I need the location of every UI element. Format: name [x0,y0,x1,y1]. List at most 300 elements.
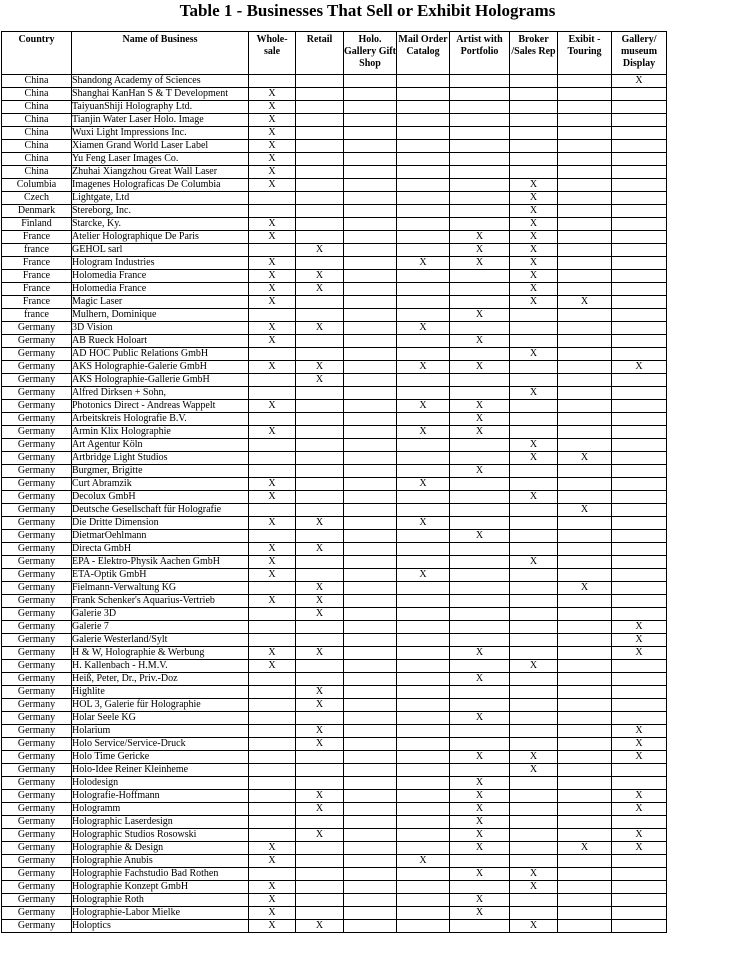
broker-mark-cell: X [510,218,558,231]
retail-mark-cell: X [296,270,344,283]
business-name-cell: Holographic Studios Rosowski [72,829,249,842]
gallery-mark-cell: X [612,738,667,751]
broker-mark-cell [510,634,558,647]
country-cell: China [2,140,72,153]
artist-mark-cell [450,608,510,621]
retail-mark-cell [296,751,344,764]
artist-mark-cell [450,764,510,777]
country-cell: Columbia [2,179,72,192]
retail-mark-cell: X [296,686,344,699]
retail-mark-cell [296,205,344,218]
gift-mark-cell [344,361,397,374]
gift-mark-cell [344,842,397,855]
artist-mark-cell: X [450,894,510,907]
business-name-cell: Xiamen Grand World Laser Label [72,140,249,153]
business-name-cell: Hologramm [72,803,249,816]
artist-mark-cell [450,387,510,400]
gift-mark-cell [344,465,397,478]
gift-mark-cell [344,660,397,673]
wholesale-mark-cell [249,439,296,452]
gallery-mark-cell [612,465,667,478]
mail-mark-cell [397,712,450,725]
wholesale-mark-cell [249,712,296,725]
gallery-mark-cell [612,452,667,465]
exhibit-mark-cell [558,114,612,127]
artist-mark-cell [450,569,510,582]
artist-mark-cell [450,725,510,738]
wholesale-mark-cell [249,634,296,647]
artist-mark-cell [450,660,510,673]
artist-mark-cell [450,75,510,88]
business-name-cell: Holografie-Hoffmann [72,790,249,803]
gallery-mark-cell [612,894,667,907]
gift-mark-cell [344,920,397,933]
gallery-mark-cell [612,140,667,153]
mail-mark-cell [397,309,450,322]
mail-mark-cell [397,699,450,712]
wholesale-mark-cell: X [249,296,296,309]
exhibit-mark-cell [558,140,612,153]
broker-mark-cell: X [510,556,558,569]
retail-mark-cell: X [296,374,344,387]
artist-mark-cell [450,283,510,296]
mail-mark-cell [397,842,450,855]
country-cell: Germany [2,634,72,647]
gift-mark-cell [344,647,397,660]
gallery-mark-cell [612,101,667,114]
artist-mark-cell [450,595,510,608]
business-name-cell: Wuxi Light Impressions Inc. [72,127,249,140]
mail-mark-cell [397,348,450,361]
exhibit-mark-cell [558,543,612,556]
mail-mark-cell [397,777,450,790]
business-name-cell: Galerie 3D [72,608,249,621]
wholesale-mark-cell: X [249,166,296,179]
gallery-mark-cell [612,504,667,517]
business-name-cell: Frank Schenker's Aquarius-Vertrieb [72,595,249,608]
artist-mark-cell [450,218,510,231]
artist-mark-cell [450,504,510,517]
retail-mark-cell [296,660,344,673]
gift-mark-cell [344,179,397,192]
country-cell: France [2,270,72,283]
exhibit-mark-cell [558,556,612,569]
country-cell: Germany [2,452,72,465]
table-row [2,764,667,777]
gift-mark-cell [344,309,397,322]
gallery-mark-cell [612,374,667,387]
broker-mark-cell: X [510,270,558,283]
artist-mark-cell: X [450,803,510,816]
mail-mark-cell [397,335,450,348]
mail-mark-cell [397,88,450,101]
country-cell: Germany [2,543,72,556]
table-row [2,127,667,140]
mail-mark-cell [397,270,450,283]
table-body [2,75,667,933]
table-row [2,387,667,400]
broker-mark-cell: X [510,348,558,361]
business-name-cell: EPA - Elektro-Physik Aachen GmbH [72,556,249,569]
table-row [2,270,667,283]
business-name-cell: Photonics Direct - Andreas Wappelt [72,400,249,413]
mail-mark-cell [397,634,450,647]
mail-mark-cell [397,790,450,803]
exhibit-mark-cell: X [558,582,612,595]
table-row [2,153,667,166]
gift-mark-cell [344,491,397,504]
business-name-cell: Holographic Laserdesign [72,816,249,829]
exhibit-mark-cell [558,751,612,764]
broker-mark-cell: X [510,920,558,933]
country-cell: Germany [2,881,72,894]
header-row [2,32,667,75]
country-cell: Germany [2,764,72,777]
mail-mark-cell [397,192,450,205]
mail-mark-cell: X [397,322,450,335]
artist-mark-cell [450,140,510,153]
business-name-cell: Holar Seele KG [72,712,249,725]
broker-mark-cell [510,361,558,374]
artist-mark-cell [450,348,510,361]
gallery-mark-cell [612,673,667,686]
business-name-cell: Holarium [72,725,249,738]
exhibit-mark-cell [558,322,612,335]
table-row [2,283,667,296]
gift-mark-cell [344,478,397,491]
business-name-cell: Stereborg, Inc. [72,205,249,218]
gift-mark-cell [344,348,397,361]
broker-mark-cell [510,803,558,816]
gallery-mark-cell [612,595,667,608]
broker-mark-cell [510,855,558,868]
exhibit-mark-cell [558,764,612,777]
gallery-mark-cell: X [612,751,667,764]
wholesale-mark-cell [249,387,296,400]
column-header-gift-shop: Holo. Gallery Gift Shop [344,32,397,75]
retail-mark-cell [296,478,344,491]
gift-mark-cell [344,777,397,790]
gallery-mark-cell [612,569,667,582]
broker-mark-cell [510,530,558,543]
retail-mark-cell [296,452,344,465]
exhibit-mark-cell [558,530,612,543]
table-row [2,803,667,816]
gallery-mark-cell [612,686,667,699]
retail-mark-cell: X [296,582,344,595]
table-row [2,894,667,907]
gift-mark-cell [344,205,397,218]
mail-mark-cell [397,231,450,244]
table-row [2,777,667,790]
gallery-mark-cell [612,231,667,244]
column-header-broker: Broker /Sales Rep [510,32,558,75]
exhibit-mark-cell [558,387,612,400]
gift-mark-cell [344,530,397,543]
gift-mark-cell [344,790,397,803]
gift-mark-cell [344,244,397,257]
retail-mark-cell [296,426,344,439]
gallery-mark-cell [612,335,667,348]
business-name-cell: Arbeitskreis Holografie B.V. [72,413,249,426]
wholesale-mark-cell: X [249,179,296,192]
gallery-mark-cell [612,530,667,543]
artist-mark-cell [450,517,510,530]
gallery-mark-cell [612,660,667,673]
gift-mark-cell [344,712,397,725]
artist-mark-cell: X [450,530,510,543]
wholesale-mark-cell [249,868,296,881]
wholesale-mark-cell [249,608,296,621]
gift-mark-cell [344,725,397,738]
broker-mark-cell [510,426,558,439]
gift-mark-cell [344,803,397,816]
gallery-mark-cell [612,270,667,283]
table-row [2,101,667,114]
retail-mark-cell: X [296,829,344,842]
broker-mark-cell [510,686,558,699]
gift-mark-cell [344,218,397,231]
artist-mark-cell: X [450,257,510,270]
artist-mark-cell [450,556,510,569]
gallery-mark-cell [612,764,667,777]
artist-mark-cell [450,101,510,114]
exhibit-mark-cell [558,920,612,933]
broker-mark-cell: X [510,283,558,296]
table-row [2,296,667,309]
column-header-country: Country [2,32,72,75]
wholesale-mark-cell: X [249,257,296,270]
table-row [2,881,667,894]
gift-mark-cell [344,543,397,556]
mail-mark-cell [397,751,450,764]
business-name-cell: DietmarOehlmann [72,530,249,543]
retail-mark-cell: X [296,790,344,803]
artist-mark-cell: X [450,647,510,660]
broker-mark-cell: X [510,751,558,764]
broker-mark-cell [510,517,558,530]
gallery-mark-cell: X [612,621,667,634]
broker-mark-cell [510,816,558,829]
wholesale-mark-cell: X [249,153,296,166]
wholesale-mark-cell: X [249,907,296,920]
business-name-cell: Galerie Westerland/Sylt [72,634,249,647]
broker-mark-cell [510,101,558,114]
gift-mark-cell [344,504,397,517]
table-row [2,400,667,413]
retail-mark-cell [296,491,344,504]
wholesale-mark-cell [249,764,296,777]
business-name-cell: Highlite [72,686,249,699]
mail-mark-cell [397,465,450,478]
retail-mark-cell [296,101,344,114]
table-row [2,231,667,244]
retail-mark-cell [296,712,344,725]
table-row [2,452,667,465]
country-cell: Germany [2,712,72,725]
exhibit-mark-cell [558,192,612,205]
wholesale-mark-cell: X [249,270,296,283]
artist-mark-cell [450,296,510,309]
wholesale-mark-cell: X [249,842,296,855]
gift-mark-cell [344,894,397,907]
wholesale-mark-cell [249,725,296,738]
retail-mark-cell: X [296,725,344,738]
gallery-mark-cell [612,517,667,530]
retail-mark-cell [296,634,344,647]
country-cell: Germany [2,348,72,361]
retail-mark-cell [296,439,344,452]
gift-mark-cell [344,764,397,777]
mail-mark-cell [397,283,450,296]
gallery-mark-cell [612,556,667,569]
exhibit-mark-cell [558,777,612,790]
retail-mark-cell [296,855,344,868]
retail-mark-cell: X [296,283,344,296]
table-row [2,192,667,205]
exhibit-mark-cell [558,712,612,725]
exhibit-mark-cell [558,686,612,699]
mail-mark-cell [397,920,450,933]
wholesale-mark-cell: X [249,881,296,894]
gift-mark-cell [344,699,397,712]
wholesale-mark-cell: X [249,114,296,127]
column-header-retail: Retail [296,32,344,75]
retail-mark-cell [296,465,344,478]
mail-mark-cell [397,738,450,751]
mail-mark-cell [397,725,450,738]
retail-mark-cell: X [296,543,344,556]
country-cell: France [2,283,72,296]
table-row [2,309,667,322]
business-name-cell: Holomedia France [72,270,249,283]
business-name-cell: Starcke, Ky. [72,218,249,231]
mail-mark-cell [397,218,450,231]
mail-mark-cell: X [397,426,450,439]
country-cell: China [2,114,72,127]
exhibit-mark-cell [558,894,612,907]
broker-mark-cell [510,790,558,803]
country-cell: Germany [2,530,72,543]
business-name-cell: Zhuhai Xiangzhou Great Wall Laser [72,166,249,179]
gift-mark-cell [344,153,397,166]
business-name-cell: Holodesign [72,777,249,790]
exhibit-mark-cell [558,166,612,179]
gallery-mark-cell: X [612,647,667,660]
artist-mark-cell [450,491,510,504]
gallery-mark-cell [612,257,667,270]
mail-mark-cell [397,205,450,218]
gallery-mark-cell [612,400,667,413]
broker-mark-cell: X [510,452,558,465]
gallery-mark-cell [612,348,667,361]
artist-mark-cell: X [450,777,510,790]
country-cell: france [2,244,72,257]
gallery-mark-cell [612,907,667,920]
artist-mark-cell: X [450,829,510,842]
business-name-cell: Deutsche Gesellschaft für Holografie [72,504,249,517]
retail-mark-cell [296,842,344,855]
table-row [2,426,667,439]
artist-mark-cell: X [450,790,510,803]
country-cell: Germany [2,608,72,621]
mail-mark-cell [397,140,450,153]
country-cell: Germany [2,777,72,790]
table-row [2,439,667,452]
table-row [2,166,667,179]
business-name-cell: Holoptics [72,920,249,933]
retail-mark-cell [296,894,344,907]
wholesale-mark-cell [249,686,296,699]
gallery-mark-cell [612,387,667,400]
retail-mark-cell [296,166,344,179]
table-row [2,712,667,725]
gift-mark-cell [344,673,397,686]
artist-mark-cell: X [450,413,510,426]
retail-mark-cell: X [296,647,344,660]
broker-mark-cell [510,738,558,751]
country-cell: Germany [2,647,72,660]
country-cell: Germany [2,335,72,348]
artist-mark-cell [450,205,510,218]
gallery-mark-cell [612,218,667,231]
business-name-cell: GEHOL sarl [72,244,249,257]
gift-mark-cell [344,868,397,881]
country-cell: Germany [2,920,72,933]
mail-mark-cell [397,829,450,842]
exhibit-mark-cell [558,179,612,192]
wholesale-mark-cell [249,777,296,790]
gift-mark-cell [344,296,397,309]
gift-mark-cell [344,335,397,348]
retail-mark-cell [296,556,344,569]
exhibit-mark-cell [558,231,612,244]
gallery-mark-cell [612,296,667,309]
mail-mark-cell [397,374,450,387]
country-cell: Germany [2,491,72,504]
table-row [2,621,667,634]
retail-mark-cell [296,75,344,88]
business-name-cell: AKS Holographie-Galerie GmbH [72,361,249,374]
country-cell: France [2,296,72,309]
artist-mark-cell [450,192,510,205]
wholesale-mark-cell [249,751,296,764]
broker-mark-cell [510,777,558,790]
country-cell: Germany [2,478,72,491]
mail-mark-cell [397,595,450,608]
gallery-mark-cell [612,179,667,192]
table-row [2,244,667,257]
retail-mark-cell [296,569,344,582]
exhibit-mark-cell [558,517,612,530]
business-name-cell: Magic Laser [72,296,249,309]
broker-mark-cell [510,335,558,348]
broker-mark-cell [510,569,558,582]
broker-mark-cell: X [510,387,558,400]
gift-mark-cell [344,322,397,335]
broker-mark-cell [510,621,558,634]
gift-mark-cell [344,127,397,140]
artist-mark-cell: X [450,673,510,686]
gift-mark-cell [344,556,397,569]
country-cell: Germany [2,686,72,699]
artist-mark-cell: X [450,231,510,244]
table-row [2,413,667,426]
wholesale-mark-cell: X [249,595,296,608]
retail-mark-cell [296,218,344,231]
business-name-cell: H & W, Holographie & Werbung [72,647,249,660]
mail-mark-cell [397,166,450,179]
